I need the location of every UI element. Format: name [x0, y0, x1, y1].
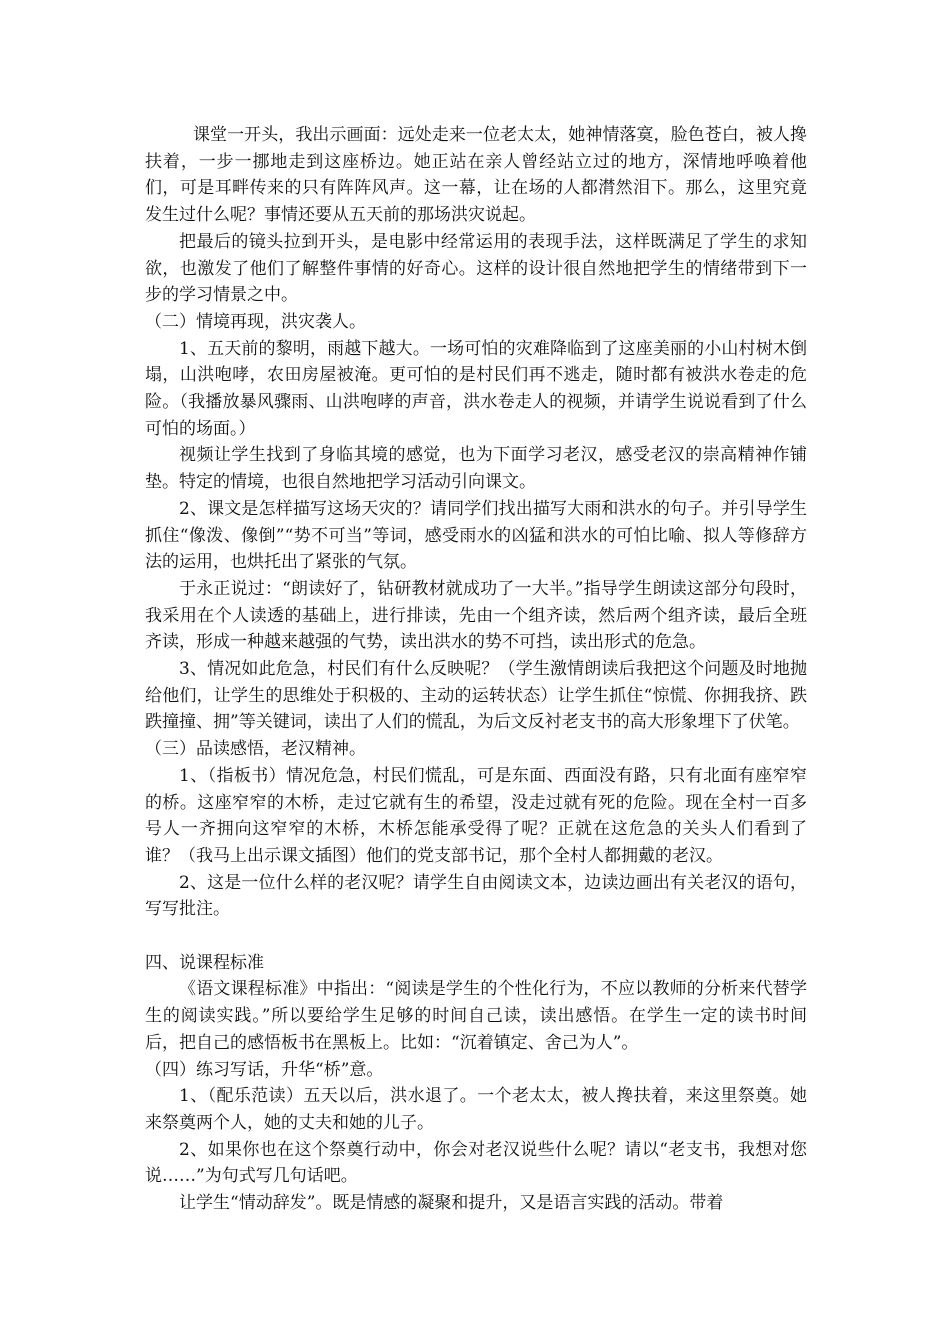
paragraph-video-immersion: 视频让学生找到了身临其境的感觉，也为下面学习老汉，感受老汉的崇高精神作铺垫。特定的情境，也很自然地把学习活动引向课文。	[145, 445, 807, 493]
paragraph-class-opening: 课堂一开头，我出示画面：远处走来一位老太太，她神情落寞，脸色苍白，被人搀扶着，一步一挪地走到这座桥边。她正站在亲人曾经站立过的地方，深情地呼唤着他们，可是耳畔传来的只有阵阵风声。这一幕，让在场的人都潸然泪下。那么，这里究竟发生过什么呢？事情还要从五天前的那场洪灾说起。	[145, 125, 807, 226]
section-heading-curriculum-standard: 四、说课程标准	[145, 952, 264, 973]
document-body	[145, 122, 807, 1217]
paragraph-dawn-disaster: 1、五天前的黎明，雨越下越大。一场可怕的灾难降临到了这座美丽的小山村树木倒塌，山洪咆哮，农田房屋被淹。更可怕的是村民们再不逃走，随时都有被洪水卷走的危险。（我播放暴风骤雨、山洪咆哮的声音，洪水卷走人的视频，并请学生说说看到了什么可怕的场面。）	[145, 338, 807, 439]
blank-line	[145, 923, 807, 950]
paragraph-reading-guidance: 于永正说过：“朗读好了，钻研教材就成功了一大半。”指导学生朗读这部分句段时，我采用在个人读透的基础上，进行排读，先由一个组齐读，然后两个组齐读，最后全班齐读，形成一种越来越强的气势，读出洪水的势不可挡，读出形式的危急。	[145, 578, 807, 653]
paragraph-film-technique: 把最后的镜头拉到开头，是电影中经常运用的表现手法，这样既满足了学生的求知欲，也激发了他们了解整件事情的好奇心。这样的设计很自然地把学生的情绪带到下一步的学习情景之中。	[145, 231, 807, 306]
paragraph-curriculum-quote: 《语文课程标准》中指出：“阅读是学生的个性化行为，不应以教师的分析来代替学生的阅读实践。”所以要给学生足够的时间自己读，读出感悟。在学生一定的读书时间后，把自己的感悟板书在黑板上。比如：“沉着镇定、舍己为人”。	[145, 979, 807, 1053]
section-heading-writing-practice: （四）练习写话，升华“桥”意。	[145, 1059, 384, 1080]
paragraph-writing-prompt: 2、如果你也在这个祭奠行动中，你会对老汉说些什么呢？请以“老支书，我想对您说……”为句式写几句话吧。	[145, 1139, 807, 1187]
section-heading-old-man-spirit: （三）品读感悟，老汉精神。	[145, 739, 366, 760]
section-heading-flood-scene: （二）情境再现，洪灾袭人。	[145, 311, 366, 332]
paragraph-narrow-bridge: 1、（指板书）情况危急，村民们慌乱，可是东面、西面没有路，只有北面有座窄窄的桥。这座窄窄的木桥，走过它就有生的希望，没走过就有死的危险。现在全村一百多号人一齐拥向这窄窄的木桥，木桥怎能承受得了呢？正就在这危急的关头人们看到了谁？（我马上出示课文插图）他们的党支部书记，那个全村人都拥戴的老汉。	[145, 765, 807, 866]
paragraph-memorial-reading: 1、（配乐范读）五天以后，洪水退了。一个老太太，被人搀扶着，来这里祭奠。她来祭奠两个人，她的丈夫和她的儿子。	[145, 1086, 807, 1133]
paragraph-emotional-expression: 让学生“情动辞发”。既是情感的凝聚和提升，又是语言实践的活动。带着	[179, 1193, 724, 1214]
paragraph-describe-disaster: 2、课文是怎样描写这场天灾的？请同学们找出描写大雨和洪水的句子。并引导学生抓住“像泼、像倒”“势不可当”等词，感受雨水的凶猛和洪水的可怕比喻、拟人等修辞方法的运用，也烘托出了紧张的气氛。	[145, 498, 807, 573]
paragraph-read-annotate: 2、这是一位什么样的老汉呢？请学生自由阅读文本，边读边画出有关老汉的语句，写写批注。	[145, 872, 807, 920]
paragraph-villager-reaction: 3、情况如此危急，村民们有什么反映呢？（学生激情朗读后我把这个问题及时地抛给他们，让学生的思维处于积极的、主动的运转状态）让学生抓住“惊慌、你拥我挤、跌跌撞撞、拥”等关键词，读出了人们的慌乱，为后文反衬老支书的高大形象埋下了伏笔。	[145, 659, 807, 733]
